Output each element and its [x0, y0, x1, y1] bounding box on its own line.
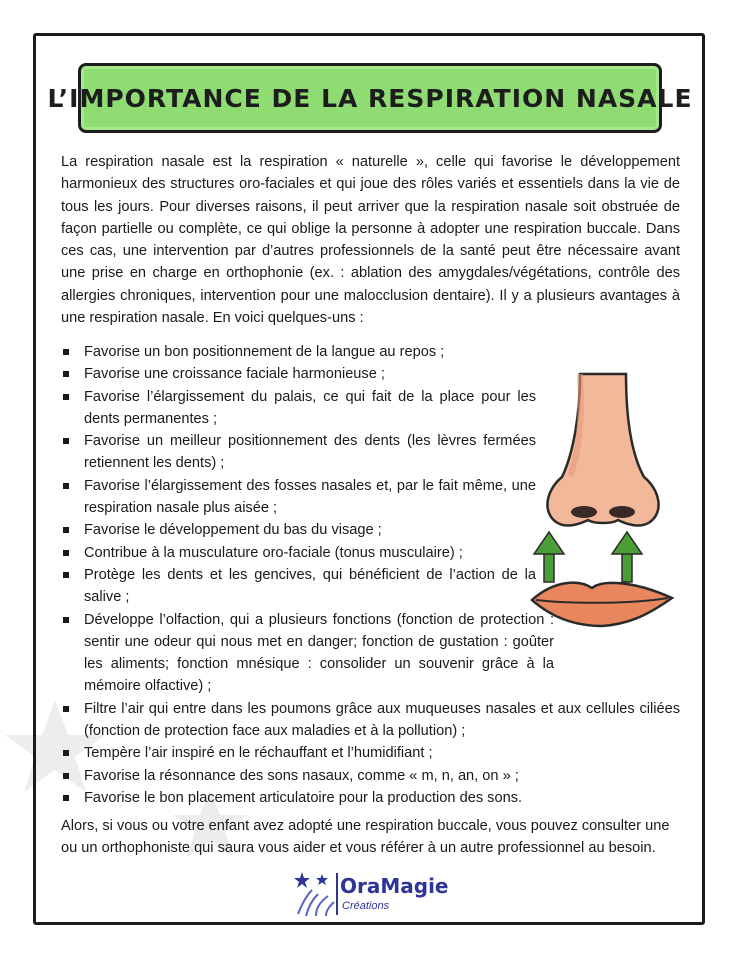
page-title: L’IMPORTANCE DE LA RESPIRATION NASALE — [47, 83, 693, 113]
list-item: Favorise l’élargissement du palais, ce qui fait de la place pour les dents permanentes ; — [61, 386, 536, 431]
lips-icon — [532, 583, 672, 626]
intro-paragraph: La respiration nasale est la respiration « naturelle », celle qui favorise le développement harmonieux des structures oro-faciales et qui joue des rôles variés et essentiels dans la vie de tous les jours. Pour diverses raisons, il peut arriver que la respiration nasale soit obstruée de façon partielle ou complète, ce qui oblige la personne à adopter une respiration buccale. Dans ces cas, une intervention par d’autres professionnels de la santé peut être nécessaire avant une prise en charge en orthophonie (ex. : ablation des amygdales/végétations, contrôle des allergies chroniques, intervention pour une malocclusion dentaire). Il y a plusieurs avantages à une respiration nasale. En voici quelques-uns : — [61, 154, 680, 327]
closing-paragraph: Alors, si vous ou votre enfant avez adopté une respiration buccale, vous pouvez consulter une ou un orthophoniste qui saura vous aider et vous référer à un autre professionnel au besoin. — [61, 818, 670, 857]
title-banner — [47, 63, 693, 133]
list-item: Tempère l’air inspiré en le réchauffant et l’humidifiant ; — [61, 742, 680, 764]
list-item: Favorise le bon placement articulatoire pour la production des sons. — [61, 787, 680, 809]
list-item: Favorise l’élargissement des fosses nasales et, par le fait même, une respiration nasale plus aisée ; — [61, 475, 536, 520]
list-item: Favorise la résonnance des sons nasaux, comme « m, n, an, on » ; — [61, 765, 680, 787]
nose-icon — [547, 374, 658, 526]
arrow-up-icon — [534, 532, 564, 582]
list-item: Favorise un meilleur positionnement des dents (les lèvres fermées retiennent les dents) ; — [61, 430, 536, 475]
fireworks-icon — [292, 870, 336, 918]
list-item: Favorise une croissance faciale harmonieuse ; — [61, 363, 680, 385]
list-item: Favorise un bon positionnement de la langue au repos ; — [61, 341, 680, 363]
list-item: Favorise le développement du bas du visage ; — [61, 519, 536, 541]
list-item: Filtre l’air qui entre dans les poumons grâce aux muqueuses nasales et aux cellules ciliées (fonction de protection face aux maladies et à la pollution) ; — [61, 698, 680, 743]
logo-name: OraMagie — [340, 874, 449, 898]
list-item: Contribue à la musculature oro-faciale (tonus musculaire) ; — [61, 542, 536, 564]
brand-logo — [292, 870, 462, 920]
logo-subtitle: Créations — [342, 900, 390, 912]
list-item: Protège les dents et les gencives, qui bénéficient de l’action de la salive ; — [61, 564, 536, 609]
logo-divider — [336, 873, 338, 915]
nose-lips-illustration — [522, 372, 682, 642]
arrow-up-icon — [612, 532, 642, 582]
list-item: Développe l’olfaction, qui a plusieurs fonctions (fonction de protection : sentir une odeur qui nous met en danger; fonction de gustation : goûter les aliments; fonction mnésique : consolider un souvenir grâce à la mémoire olfactive) ; — [61, 609, 554, 698]
